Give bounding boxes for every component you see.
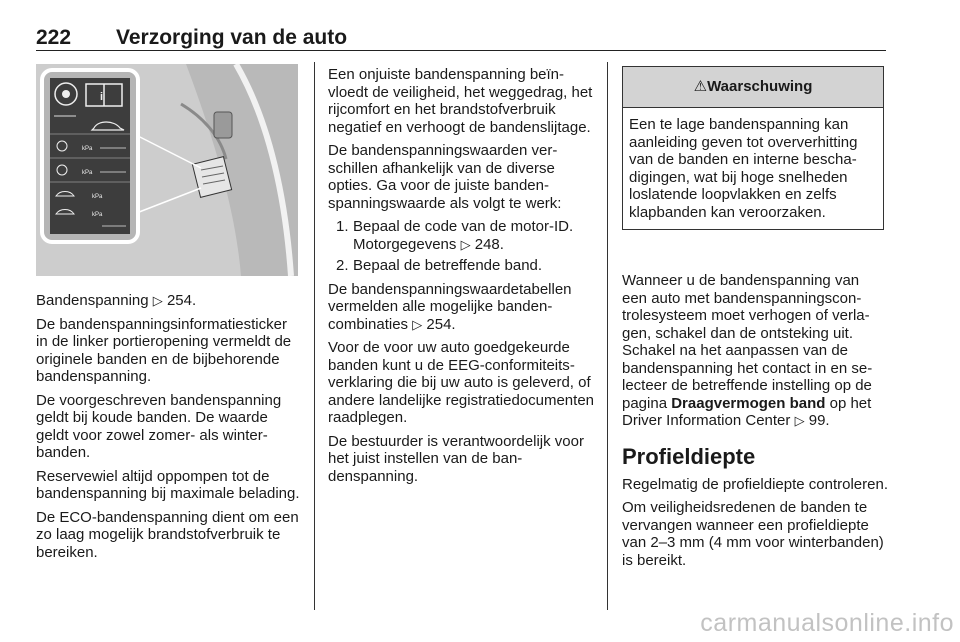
xref-page[interactable]: 254. bbox=[166, 292, 197, 309]
warning-header bbox=[623, 67, 883, 108]
page-header bbox=[36, 22, 886, 52]
column-2 bbox=[328, 66, 596, 491]
paragraph: Voor de voor uw auto goedgekeurde banden kunt u de EEG-conformiteitsverklaring die bij uw auto is geleverd, of andere landelijke registratiedocumenten raadplegen. bbox=[328, 339, 595, 426]
svg-text:i: i bbox=[100, 91, 104, 103]
xref-page[interactable]: 99. bbox=[808, 412, 830, 429]
sticker-kpa-2: kPa bbox=[82, 170, 93, 176]
paragraph: De bandenspanningsinformatiesticker in de linker portieropening vermeldt de originele banden en de bijbehorende bandenspanning. bbox=[36, 315, 292, 385]
paragraph: De voorgeschreven bandenspanning geldt bij koude banden. De waarde geldt voor zowel zomer- als winterbanden. bbox=[36, 391, 282, 461]
steps-list bbox=[328, 218, 596, 275]
sticker-kpa-4: kPa bbox=[92, 212, 103, 218]
warning-body: Een te lage bandenspanning kan aanleiding geven tot oververhitting van de banden en interne beschadigingen, wat bij hoge snelheden loslatende loopvlakken en zelfs klapbanden kan veroorzaken. bbox=[629, 116, 858, 221]
sticker-kpa-3: kPa bbox=[92, 194, 103, 200]
menu-term: Draagvermogen band bbox=[671, 394, 826, 412]
paragraph: De bestuurder is verantwoordelijk voor het juist instellen van de bandenspanning. bbox=[328, 432, 584, 485]
list-item: 1. Bepaal de code van de motor-ID. Motorgegevens ▷ 248. bbox=[336, 218, 574, 253]
warning-box bbox=[622, 66, 884, 230]
sticker-kpa-1: kPa bbox=[82, 146, 93, 152]
xref-page[interactable]: 248. bbox=[474, 235, 504, 253]
paragraph: Wanneer u de bandenspanning van een auto met bandenspanningscontrolesysteem moet verhogen of verlagen, schakel dan de ontsteking uit. Schakel na het aanpassen van de bandenspanning het contact in en selecteer de betreffende instelling op de pagina Draagvermogen band op het Driver Information Center ▷ 99. bbox=[622, 272, 873, 429]
xref-arrow-icon[interactable]: ▷ bbox=[152, 293, 163, 308]
column-rule-2 bbox=[607, 62, 608, 610]
step-number: 1. bbox=[336, 218, 349, 235]
door-opening-drawing bbox=[36, 64, 298, 276]
xref-arrow-icon[interactable]: ▷ bbox=[460, 236, 471, 252]
page-title: Verzorging van de auto bbox=[116, 26, 348, 49]
section-heading: Profieldiepte bbox=[622, 443, 756, 469]
paragraph: De ECO-bandenspanning dient om een zo laag mogelijk brandstofverbruik te bereiken. bbox=[36, 508, 299, 561]
paragraph: Reservewiel altijd oppompen tot de bandenspanning bij maximale belading. bbox=[36, 467, 300, 502]
paragraph: De bandenspanningswaardetabellen vermelden alle mogelijke bandencombinaties ▷ 254. bbox=[328, 280, 572, 333]
xref-arrow-icon[interactable]: ▷ bbox=[412, 316, 423, 332]
step-number: 2. bbox=[336, 257, 349, 274]
warning-triangle-icon: ⚠ bbox=[693, 78, 708, 95]
column-3 bbox=[622, 272, 888, 575]
sticker-magnifier bbox=[42, 70, 138, 242]
watermark: carmanualsonline.info bbox=[700, 609, 954, 637]
paragraph: Bandenspanning ▷ 254. bbox=[36, 292, 197, 309]
warning-title: Waarschuwing bbox=[707, 78, 813, 95]
paragraph: Een onjuiste bandenspanning beïnvloedt de veiligheid, het weggedrag, het rijcomfort en het brandstofverbruik negatief en verhoogt de bandenslijtage. bbox=[328, 66, 593, 136]
list-item: 2. Bepaal de betreffende band. bbox=[336, 257, 543, 274]
page-number: 222 bbox=[36, 26, 72, 49]
column-1 bbox=[36, 292, 302, 567]
paragraph: Regelmatig de profieldiepte controleren. bbox=[622, 475, 888, 493]
column-rule-1 bbox=[314, 62, 315, 610]
paragraph: De bandenspanningswaarden verschillen afhankelijk van de diverse opties. Ga voor de juiste bandenspanningswaarde als volgt te werk: bbox=[328, 142, 562, 212]
xref-page[interactable]: 254. bbox=[426, 315, 456, 333]
xref-arrow-icon[interactable]: ▷ bbox=[794, 413, 805, 428]
paragraph: Om veiligheidsredenen de banden te vervangen wanneer een profieldiepte van 2–3 mm (4 mm voor winterbanden) is bereikt. bbox=[622, 499, 884, 569]
tire-pressure-label-illustration bbox=[36, 64, 298, 276]
header-rule bbox=[36, 50, 886, 51]
